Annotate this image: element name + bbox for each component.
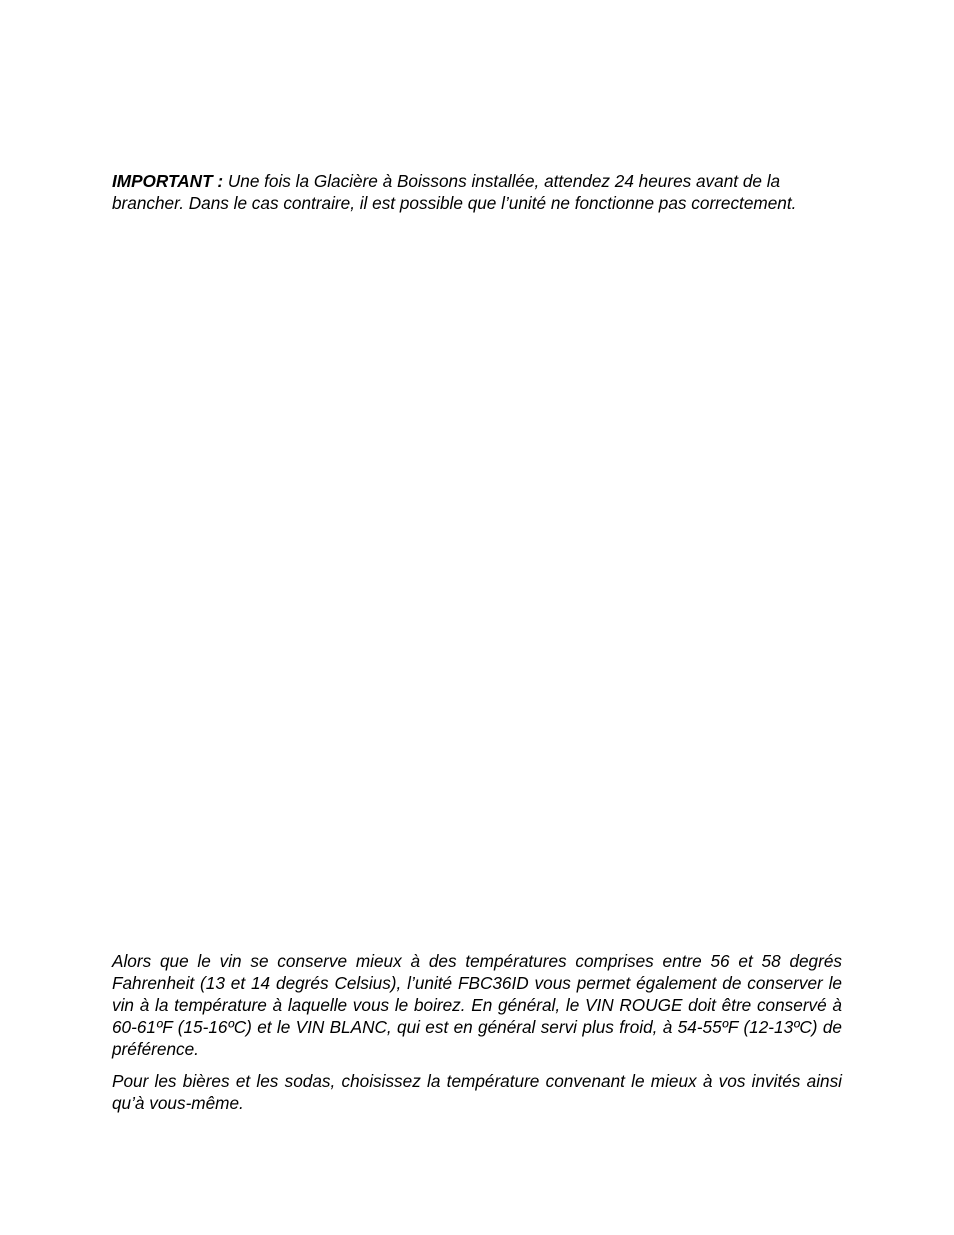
important-note — [112, 170, 842, 214]
wine-paragraph-1: Alors que le vin se conserve mieux à des températures comprises entre 56 et 58 degrés Fahrenheit (13 et 14 degrés Celsius), l’unité FBC36ID vous permet également de conserver le vin à la température à laquelle vous le boirez. En général, le VIN ROUGE doit être conservé à 60-61ºF (15-16ºC) et le VIN BLANC, qui est en général servi plus froid, à 54-55ºF (12-13ºC) de préférence. — [112, 951, 842, 1059]
beverage-paragraph-2: Pour les bières et les sodas, choisissez la température convenant le mieux à vos invités ainsi qu’à vous-même. — [112, 1071, 842, 1113]
important-text: Une fois la Glacière à Boissons installée, attendez 24 heures avant de la brancher. Dans le cas contraire, il est possible que l’unité ne fonctionne pas correctement. — [112, 171, 797, 213]
wine-temperature-section — [112, 950, 842, 1124]
important-label: IMPORTANT : — [112, 171, 224, 191]
